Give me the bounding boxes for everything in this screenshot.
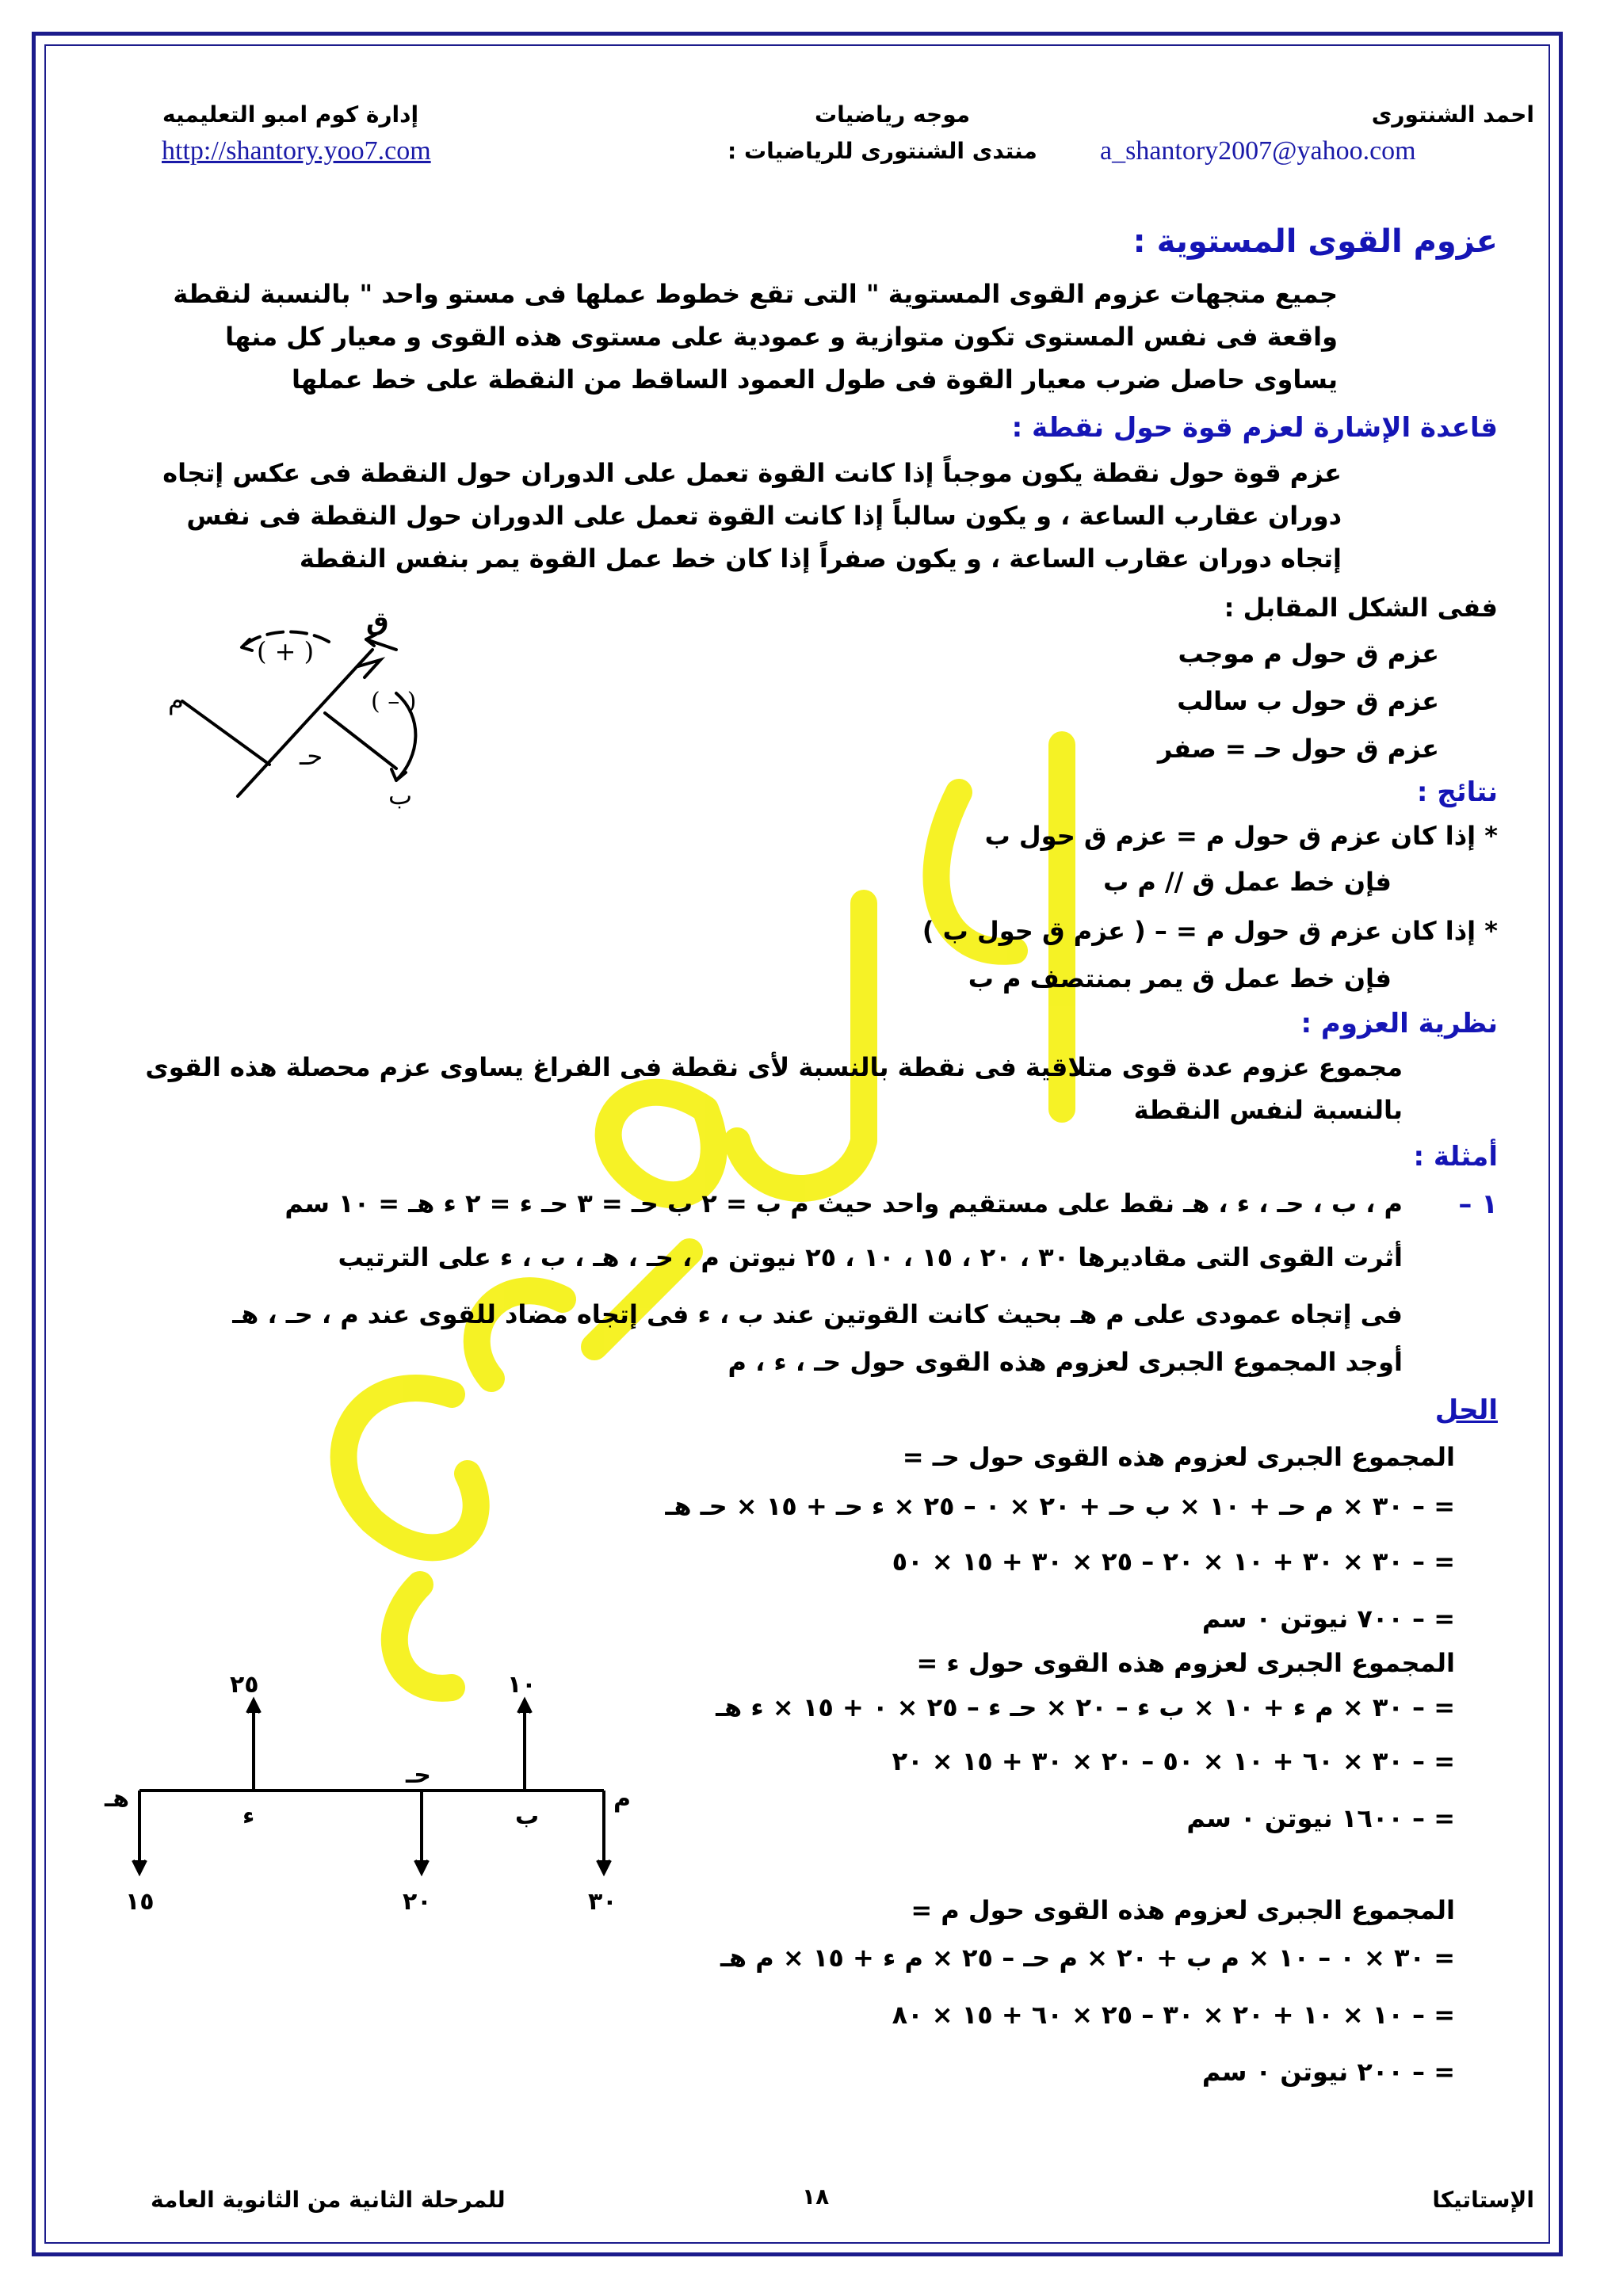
figure2-force-d-head — [247, 1700, 260, 1713]
sign-rule-line-2: دوران عقارب الساعة ، و يكون سالباً إذا كانت القوة تعمل على الدوران حول النقطة فى نفس — [186, 501, 1342, 531]
figure2-point-m: م — [613, 1785, 631, 1813]
header-role: موجه رياضيات — [815, 101, 971, 128]
figure2-beam-diagram — [105, 1656, 658, 1925]
figure2-force-c-head — [415, 1860, 428, 1873]
intro-line-2: واقعة فى نفس المستوى تكون متوازية و عمودية على مستوى هذه القوى و معيار كل منها — [225, 322, 1338, 352]
figure1-result-2: عزم ق حول ب سالب — [1177, 686, 1439, 716]
solution-d-line-2: = – ٣٠ × م ء + ١٠ × ب ء – ٢٠ × حـ ء – ٢٥ × ٠ + ١٥ × ء هـ — [716, 1692, 1455, 1722]
figure2-force-c-value: ٢٠ — [403, 1888, 432, 1916]
header-forum: منتدى الشنتورى للرياضيات : — [727, 138, 1037, 164]
figure1-intro: ففى الشكل المقابل : — [1224, 593, 1498, 623]
figure1-point-b: ب — [388, 780, 413, 810]
conclusion-line-4: فإن خط عمل ق يمر بمنتصف م ب — [968, 963, 1392, 994]
figure1-result-1: عزم ق حول م موجب — [1178, 639, 1439, 669]
figure2-point-d: ء — [242, 1802, 255, 1830]
examples-heading: أمثلة : — [1413, 1141, 1498, 1173]
figure1-result-3: عزم ق حول حـ = صفر — [1157, 734, 1439, 764]
theorem-line-1: مجموع عزوم عدة قوى متلاقية فى نقطة بالنسبة لأى نقطة فى الفراغ يساوى عزم محصلة هذه القوى — [145, 1052, 1403, 1082]
footer-grade: للمرحلة الثانية من الثانوية العامة — [151, 2187, 506, 2213]
sign-rule-line-3: إتجاه دوران عقارب الساعة ، و يكون صفراً إذا كان خط عمل القوة يمر بنفس النقطة — [299, 543, 1342, 574]
figure1-point-c: حـ — [300, 741, 323, 771]
example-number: ١ – — [1458, 1188, 1498, 1220]
figure2-point-b: ب — [515, 1802, 540, 1830]
intro-line-1: جميع متجهات عزوم القوى المستوية " التى تقع خطوط عملها فى مستو واحد " بالنسبة لنقطة — [173, 279, 1338, 309]
solution-c-line-4: = – ٧٠٠ نيوتن ٠ سم — [1201, 1604, 1455, 1634]
solution-d-line-1: المجموع الجبرى لعزوم هذه القوى حول ء = — [916, 1648, 1455, 1678]
theorem-line-2: بالنسبة لنفس النقطة — [1133, 1095, 1403, 1125]
figure1-force-label: ق — [366, 606, 389, 636]
footer-page-number: ١٨ — [802, 2183, 830, 2210]
figure2-force-m-value: ٣٠ — [588, 1888, 617, 1916]
sign-rule-line-1: عزم قوة حول نقطة يكون موجباً إذا كانت القوة تعمل على الدوران حول النقطة فى عكس إتجاه — [162, 458, 1342, 488]
example-line-2: أثرت القوى التى مقاديرها ٣٠ ، ٢٠ ، ١٥ ، ١٠ ، ٢٥ نيوتن م ، حـ ، هـ ، ب ، ء على الترتيب — [338, 1242, 1403, 1272]
figure2-force-m-head — [598, 1860, 610, 1873]
figure1-point-m: م — [168, 685, 184, 715]
theorem-heading: نظرية العزوم : — [1300, 1008, 1498, 1039]
solution-c-line-2: = – ٣٠ × م حـ + ١٠ × ب حـ + ٢٠ × ٠ – ٢٥ × ء حـ + ١٥ × حـ هـ — [665, 1491, 1455, 1521]
example-line-4: أوجد المجموع الجبرى لعزوم هذه القوى حول حـ ، ء ، م — [727, 1347, 1403, 1377]
intro-line-3: يساوى حاصل ضرب معيار القوة فى طول العمود الساقط من النقطة على خط عملها — [292, 364, 1338, 395]
footer-subject: الإستاتيكا — [1432, 2187, 1534, 2213]
header-email[interactable]: a_shantory2007@yahoo.com — [1100, 136, 1416, 166]
header-department: إدارة كوم امبو التعليميه — [162, 101, 419, 128]
example-line-1: م ، ب ، حـ ، ء ، هـ نقط على مستقيم واحد حيث م ب = ٢ ب حـ = ٣ حـ ء = ٢ ء هـ = ١٠ سم — [285, 1188, 1403, 1219]
solution-m-line-4: = – ٢٠٠ نيوتن ٠ سم — [1201, 2057, 1455, 2087]
figure2-force-b-value: ١٠ — [507, 1671, 537, 1699]
conclusion-line-1: * إذا كان عزم ق حول م = عزم ق حول ب — [984, 821, 1498, 851]
header-author: احمد الشنتورى — [1371, 101, 1534, 128]
solution-m-line-3: = – ١٠ × ١٠ + ٢٠ × ٣٠ – ٢٥ × ٦٠ + ١٥ × ٨٠ — [892, 2000, 1455, 2030]
figure2-force-e-value: ١٥ — [125, 1888, 155, 1916]
figure1-minus-label: ( – ) — [371, 688, 417, 715]
figure2-point-e: هـ — [105, 1785, 130, 1813]
figure2-force-b-head — [518, 1700, 531, 1713]
solution-m-line-1: المجموع الجبرى لعزوم هذه القوى حول م = — [911, 1895, 1455, 1925]
conclusions-heading: نتائج : — [1416, 776, 1498, 808]
section-title: عزوم القوى المستوية : — [1132, 223, 1498, 260]
figure1-line-ma — [182, 701, 269, 765]
sign-rule-heading: قاعدة الإشارة لعزم قوة حول نقطة : — [1011, 412, 1498, 444]
figure1-plus-label: ( + ) — [257, 636, 315, 666]
example-line-3: فى إتجاه عمودى على م هـ بحيث كانت القوتين عند ب ، ء فى إتجاه مضاد للقوى عند م ، حـ ، هـ — [232, 1299, 1403, 1329]
figure1-line-b — [325, 713, 396, 769]
solution-m-line-2: = ٣٠ × ٠ – ١٠ × م ب + ٢٠ × م حـ – ٢٥ × م ء + ١٥ × م هـ — [720, 1943, 1455, 1973]
header-website-link[interactable]: http://shantory.yoo7.com — [162, 136, 431, 166]
figure1-force-line — [238, 650, 372, 796]
figure1-diagram — [158, 598, 460, 820]
solution-d-line-4: = – ١٦٠٠ نيوتن ٠ سم — [1186, 1803, 1455, 1833]
solution-d-line-3: = – ٣٠ × ٦٠ + ١٠ × ٥٠ – ٢٠ × ٣٠ + ١٥ × ٢٠ — [892, 1746, 1455, 1776]
solution-c-line-3: = – ٣٠ × ٣٠ + ١٠ × ٢٠ – ٢٥ × ٣٠ + ١٥ × ٥٠ — [892, 1547, 1455, 1577]
conclusion-line-3: * إذا كان عزم ق حول م = – ( عزم ق حول ب ) — [922, 916, 1498, 946]
figure2-force-d-value: ٢٥ — [230, 1671, 259, 1699]
solution-c-line-1: المجموع الجبرى لعزوم هذه القوى حول حـ = — [902, 1442, 1455, 1472]
figure2-force-e-head — [133, 1860, 146, 1873]
solution-heading: الحل — [1434, 1394, 1498, 1426]
figure2-point-c: حـ — [406, 1761, 431, 1789]
conclusion-line-2: فإن خط عمل ق // م ب — [1103, 867, 1392, 897]
